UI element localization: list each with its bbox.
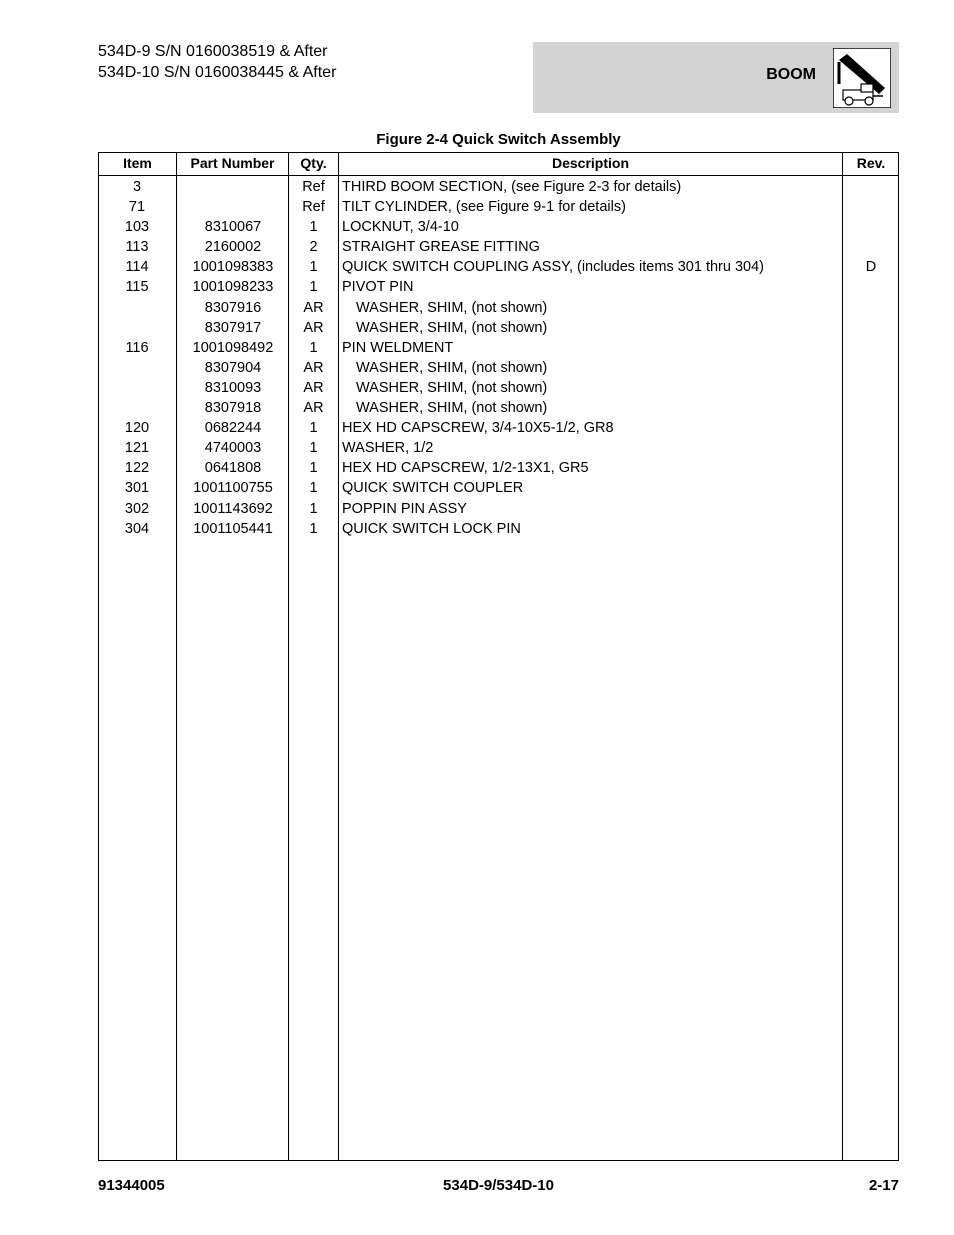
cell-description: QUICK SWITCH COUPLER: [342, 480, 524, 497]
section-tab: [533, 42, 899, 113]
table-row: [99, 378, 898, 398]
table-row: [99, 398, 898, 418]
footer-page-number: 2-17: [868, 1177, 899, 1194]
table-body: [99, 177, 898, 539]
cell-qty: 1: [309, 440, 318, 457]
cell-part-number: 1001143692: [193, 500, 273, 517]
cell-item: [99, 318, 175, 338]
cell-rev: [843, 438, 899, 458]
table-row: [99, 458, 898, 478]
cell-item: 71: [128, 199, 146, 216]
cell-part-number: 8307916: [204, 299, 262, 316]
cell-part-number: 8310067: [204, 219, 262, 236]
cell-description: POPPIN PIN ASSY: [342, 500, 467, 517]
table-row: [99, 418, 898, 438]
cell-qty: Ref: [302, 179, 325, 195]
cell-description: HEX HD CAPSCREW, 1/2-13X1, GR5: [342, 460, 589, 477]
column-header-rev: Rev.: [856, 155, 886, 171]
cell-qty: AR: [303, 400, 324, 417]
cell-rev: [843, 197, 899, 217]
cell-rev: [843, 338, 899, 358]
cell-description: QUICK SWITCH COUPLING ASSY, (includes items 301 thru 304): [342, 259, 764, 276]
table-row: [99, 338, 898, 358]
column-header-qty: Qty.: [300, 155, 327, 171]
cell-item: 115: [125, 279, 149, 296]
cell-item: 120: [124, 420, 150, 437]
table-row: [99, 438, 898, 458]
cell-description: WASHER, SHIM, (not shown): [356, 400, 548, 417]
cell-item: 116: [125, 339, 149, 356]
cell-rev: [843, 519, 899, 539]
cell-part-number: 8307904: [204, 359, 262, 376]
cell-qty: 1: [309, 420, 318, 437]
footer-doc-number: 91344005: [98, 1177, 165, 1194]
column-header-item: Item: [123, 155, 152, 171]
cell-description: THIRD BOOM SECTION, (see Figure 2-3 for details): [342, 179, 682, 195]
cell-description: PIVOT PIN: [342, 279, 414, 296]
column-header-part-number: Part Number: [190, 155, 275, 171]
cell-part-number: [177, 177, 289, 197]
cell-item: 304: [124, 520, 150, 537]
cell-rev: [843, 418, 899, 438]
cell-qty: 1: [309, 480, 318, 497]
figure-title: Figure 2-4 Quick Switch Assembly: [376, 131, 621, 148]
cell-description: LOCKNUT, 3/4-10: [342, 219, 459, 236]
cell-item: [99, 358, 175, 378]
cell-part-number: 1001105441: [193, 520, 273, 537]
cell-description: WASHER, 1/2: [342, 440, 434, 457]
cell-part-number: 8307917: [204, 319, 262, 336]
cell-part-number: 4740003: [204, 440, 262, 457]
table-row: [99, 257, 898, 277]
cell-description: HEX HD CAPSCREW, 3/4-10X5-1/2, GR8: [342, 420, 614, 437]
cell-part-number: [177, 197, 289, 217]
cell-qty: AR: [303, 299, 324, 316]
cell-item: 121: [124, 440, 150, 457]
cell-rev: [843, 398, 899, 418]
cell-part-number: 1001098233: [192, 279, 274, 296]
cell-qty: AR: [303, 379, 324, 396]
table-row: [99, 478, 898, 498]
cell-description: TILT CYLINDER, (see Figure 9-1 for details): [342, 199, 626, 216]
cell-part-number: 1001098492: [192, 339, 274, 356]
cell-qty: 1: [309, 279, 318, 296]
table-row: [99, 237, 898, 257]
cell-qty: 1: [309, 500, 318, 517]
section-title: BOOM: [766, 66, 816, 83]
table-row: [99, 298, 898, 318]
table-row: [99, 519, 898, 539]
cell-description: STRAIGHT GREASE FITTING: [342, 239, 540, 256]
cell-rev: [843, 318, 899, 338]
cell-rev: [843, 237, 899, 257]
cell-part-number: 1001100755: [193, 480, 273, 497]
cell-qty: 1: [309, 339, 318, 356]
cell-item: 301: [124, 480, 150, 497]
cell-item: [99, 298, 175, 318]
cell-qty: 1: [309, 259, 318, 276]
cell-rev: [843, 177, 899, 197]
cell-qty: AR: [303, 319, 324, 336]
cell-description: WASHER, SHIM, (not shown): [356, 319, 548, 336]
cell-description: WASHER, SHIM, (not shown): [356, 359, 548, 376]
table-row: [99, 358, 898, 378]
table-header: [99, 153, 898, 176]
table-row: [99, 277, 898, 297]
cell-rev: [843, 378, 899, 398]
cell-part-number: 8307918: [204, 400, 262, 417]
cell-description: WASHER, SHIM, (not shown): [356, 379, 548, 396]
model-line-2: 534D-10 S/N 0160038445 & After: [98, 64, 337, 81]
cell-part-number: 0641808: [204, 460, 262, 477]
cell-rev: [843, 499, 899, 519]
footer-model: 534D-9/534D-10: [443, 1177, 554, 1194]
model-line-1: 534D-9 S/N 0160038519 & After: [98, 43, 328, 60]
cell-item: 103: [124, 219, 150, 236]
cell-qty: 1: [309, 520, 318, 537]
table-row: [99, 499, 898, 519]
cell-rev: [843, 358, 899, 378]
table-row: [99, 197, 898, 217]
table-row: [99, 318, 898, 338]
parts-table: [98, 152, 899, 1161]
cell-part-number: 8310093: [204, 379, 262, 396]
column-header-description: Description: [551, 155, 629, 171]
table-row: [99, 177, 898, 197]
cell-item: 302: [124, 500, 150, 517]
cell-qty: Ref: [302, 199, 325, 216]
cell-rev: [843, 298, 899, 318]
cell-rev: [843, 277, 899, 297]
cell-rev: [843, 217, 899, 237]
cell-qty: 1: [309, 219, 318, 236]
cell-rev: [843, 478, 899, 498]
cell-part-number: 2160002: [204, 239, 262, 256]
cell-part-number: 1001098383: [192, 259, 274, 276]
cell-rev: [843, 458, 899, 478]
cell-rev: D: [865, 259, 877, 276]
cell-item: 3: [132, 179, 142, 195]
cell-part-number: 0682244: [204, 420, 262, 437]
cell-description: PIN WELDMENT: [342, 339, 454, 356]
cell-qty: 1: [309, 460, 318, 477]
cell-item: 122: [124, 460, 150, 477]
cell-item: 114: [125, 259, 149, 276]
table-row: [99, 217, 898, 237]
cell-qty: AR: [303, 359, 324, 376]
cell-description: QUICK SWITCH LOCK PIN: [342, 520, 521, 537]
boom-section-icon: [833, 48, 891, 108]
cell-item: [99, 398, 175, 418]
cell-item: [99, 378, 175, 398]
cell-qty: 2: [309, 239, 318, 256]
cell-description: WASHER, SHIM, (not shown): [356, 299, 548, 316]
cell-item: 113: [125, 239, 149, 256]
